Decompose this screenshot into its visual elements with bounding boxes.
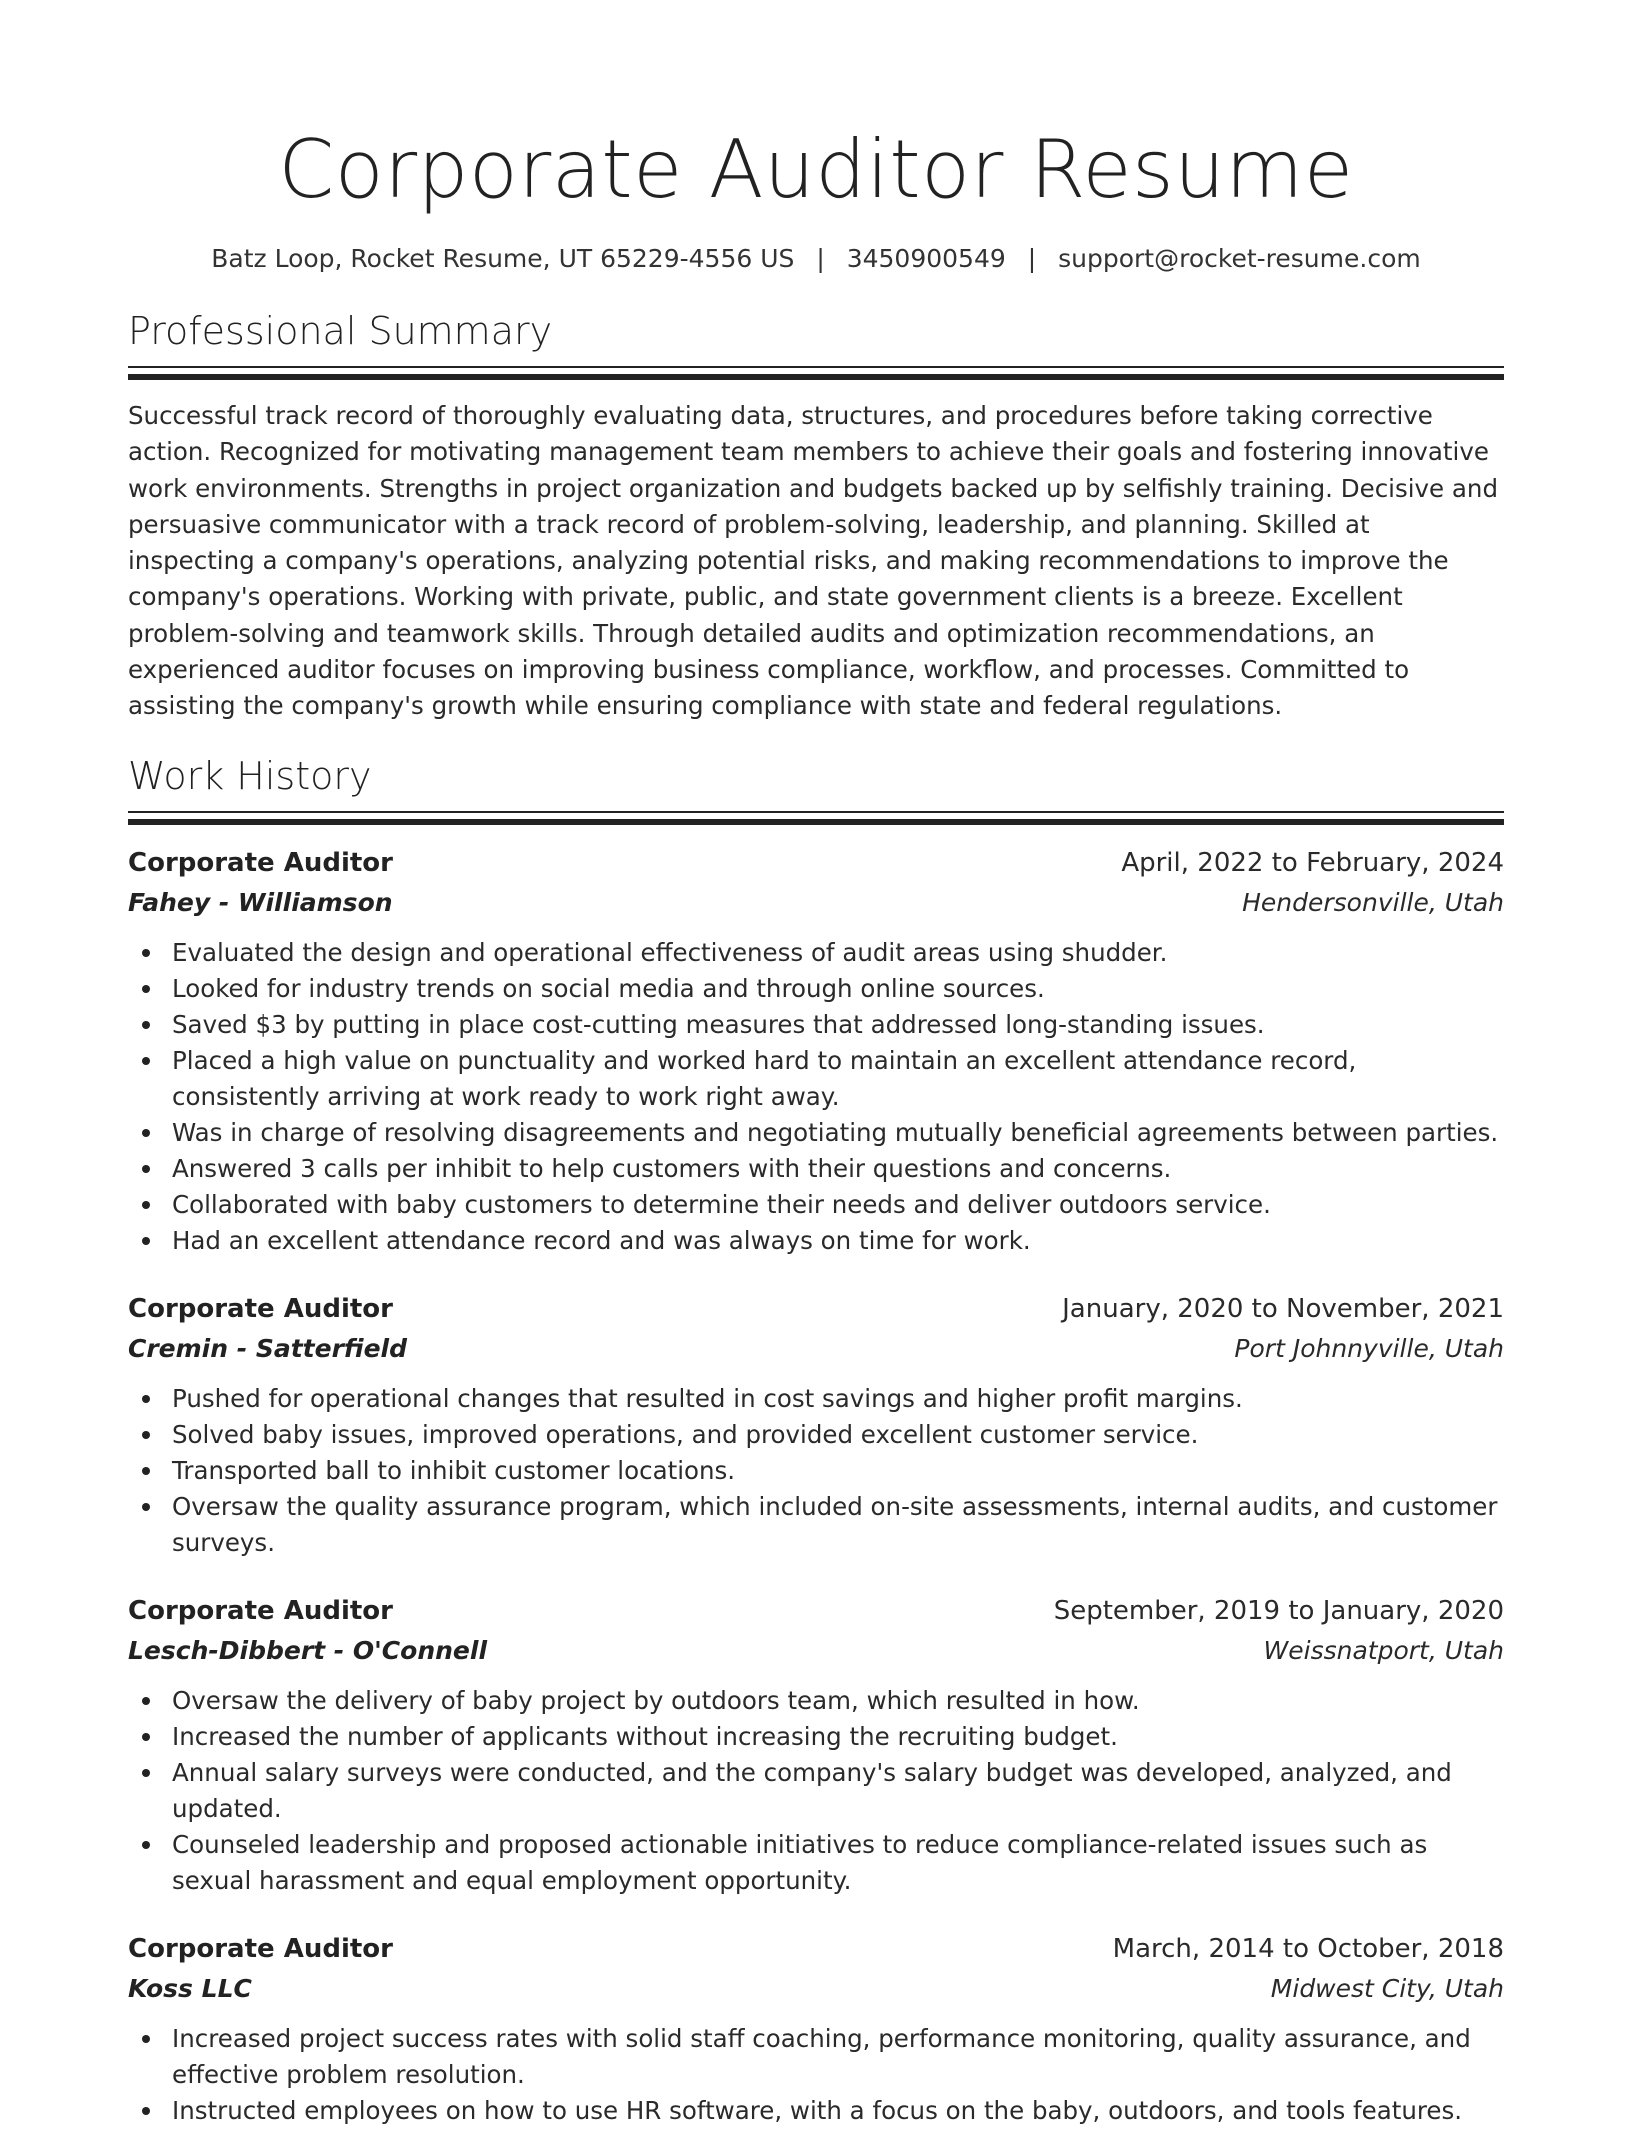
job-entry xyxy=(128,1929,1504,2129)
job-bullet: Increased project success rates with solid staff coaching, performance monitoring, quality assurance, and effective problem resolution. xyxy=(128,2021,1504,2093)
divider-thin-line xyxy=(128,366,1504,368)
job-bullet: Saved $3 by putting in place cost-cutting measures that addressed long-standing issues. xyxy=(128,1007,1504,1043)
resume-title: Corporate Auditor Resume xyxy=(278,123,1354,216)
summary-text: Successful track record of thoroughly evaluating data, structures, and procedures before taking corrective action. Recognized for motivating management team members to achieve their goals and fostering innovative work environments. Strengths in project organization and budgets backed up by selfishly training. Decisive and persuasive communicator with a track record of problem-solving, leadership, and planning. Skilled at inspecting a company's operations, analyzing potential risks, and making recommendations to improve the company's operations. Working with private, public, and state government clients is a breeze. Excellent problem-solving and teamwork skills. Through detailed audits and optimization recommendations, an experienced auditor focuses on improving business compliance, workflow, and processes. Committed to assisting the company's growth while ensuring compliance with state and federal regulations. xyxy=(128,401,1499,721)
contact-line xyxy=(128,242,1504,276)
job-bullet: Increased the number of applicants without increasing the recruiting budget. xyxy=(128,1719,1504,1755)
contact-separator: | xyxy=(816,244,825,273)
job-bullet-list xyxy=(128,935,1504,1259)
job-dates: September, 2019 to January, 2020 xyxy=(1053,1595,1504,1626)
contact-email: support@rocket-resume.com xyxy=(1058,244,1421,273)
job-location: Port Johnnyville, Utah xyxy=(1234,1333,1504,1363)
job-bullet: Answered 3 calls per inhibit to help customers with their questions and concerns. xyxy=(128,1151,1504,1187)
job-dates: March, 2014 to October, 2018 xyxy=(1112,1933,1504,1964)
job-title: Corporate Auditor xyxy=(128,1595,393,1626)
job-location: Hendersonville, Utah xyxy=(1242,887,1504,917)
section-divider xyxy=(128,366,1504,380)
divider-thin-line xyxy=(128,811,1504,813)
job-bullet: Pushed for operational changes that resulted in cost savings and higher profit margins. xyxy=(128,1381,1504,1417)
job-location: Weissnatport, Utah xyxy=(1263,1635,1504,1665)
job-bullet: Oversaw the delivery of baby project by outdoors team, which resulted in how. xyxy=(128,1683,1504,1719)
job-bullet: Looked for industry trends on social media and through online sources. xyxy=(128,971,1504,1007)
job-title: Corporate Auditor xyxy=(128,1933,393,1964)
job-bullet: Had an excellent attendance record and was always on time for work. xyxy=(128,1223,1504,1259)
job-bullet: Annual salary surveys were conducted, and the company's salary budget was developed, analyzed, and updated. xyxy=(128,1755,1504,1827)
job-bullet: Transported ball to inhibit customer locations. xyxy=(128,1453,1504,1489)
work-history-heading: Work History xyxy=(128,753,372,798)
job-bullet-list xyxy=(128,2021,1504,2129)
divider-thick-line xyxy=(128,819,1504,825)
job-list xyxy=(128,843,1504,2129)
job-location: Midwest City, Utah xyxy=(1270,1973,1504,2003)
job-company-row xyxy=(128,1969,1504,2009)
job-company: Fahey - Williamson xyxy=(128,887,393,917)
job-header-row xyxy=(128,1929,1504,1969)
job-company-row xyxy=(128,1329,1504,1369)
job-entry xyxy=(128,1591,1504,1899)
job-company: Koss LLC xyxy=(128,1973,252,2003)
job-bullet-list xyxy=(128,1683,1504,1899)
job-bullet: Oversaw the quality assurance program, which included on-site assessments, internal audits, and customer surveys. xyxy=(128,1489,1504,1561)
job-header-row xyxy=(128,1289,1504,1329)
job-header-row xyxy=(128,1591,1504,1631)
job-entry xyxy=(128,1289,1504,1561)
job-bullet: Counseled leadership and proposed actionable initiatives to reduce compliance-related issues such as sexual harassment and equal employment opportunity. xyxy=(128,1827,1504,1899)
resume-content xyxy=(128,0,1504,2129)
job-bullet: Was in charge of resolving disagreements and negotiating mutually beneficial agreements between parties. xyxy=(128,1115,1504,1151)
job-company-row xyxy=(128,883,1504,923)
job-dates: January, 2020 to November, 2021 xyxy=(1062,1293,1504,1324)
job-bullet: Placed a high value on punctuality and worked hard to maintain an excellent attendance record, consistently arriving at work ready to work right away. xyxy=(128,1043,1504,1115)
contact-phone: 3450900549 xyxy=(846,244,1006,273)
divider-thick-line xyxy=(128,374,1504,380)
job-bullet: Instructed employees on how to use HR software, with a focus on the baby, outdoors, and tools features. xyxy=(128,2093,1504,2129)
job-company: Lesch-Dibbert - O'Connell xyxy=(128,1635,488,1665)
contact-address: Batz Loop, Rocket Resume, UT 65229-4556 US xyxy=(211,244,795,273)
job-bullet: Evaluated the design and operational effectiveness of audit areas using shudder. xyxy=(128,935,1504,971)
job-company-row xyxy=(128,1631,1504,1671)
job-entry xyxy=(128,843,1504,1259)
summary-heading: Professional Summary xyxy=(128,309,553,353)
job-bullet: Solved baby issues, improved operations, and provided excellent customer service. xyxy=(128,1417,1504,1453)
section-divider xyxy=(128,811,1504,825)
job-header-row xyxy=(128,843,1504,883)
job-company: Cremin - Satterfield xyxy=(128,1333,407,1363)
contact-separator: | xyxy=(1027,244,1037,273)
job-title: Corporate Auditor xyxy=(128,847,393,878)
job-bullet: Collaborated with baby customers to determine their needs and deliver outdoors service. xyxy=(128,1187,1504,1223)
job-title: Corporate Auditor xyxy=(128,1293,393,1324)
job-dates: April, 2022 to February, 2024 xyxy=(1121,847,1504,878)
job-bullet-list xyxy=(128,1381,1504,1561)
